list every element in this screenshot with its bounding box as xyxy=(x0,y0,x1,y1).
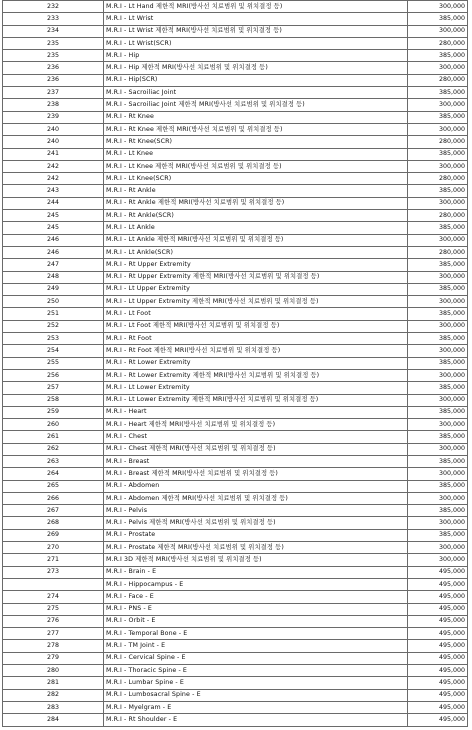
table-row xyxy=(3,480,468,492)
procedure-name-cell: M.R.I - Abdomen 제한적 MRI(방사선 치료범위 및 위치결정 등) xyxy=(104,492,408,504)
row-number-cell: 275 xyxy=(3,603,104,615)
procedure-name-cell: M.R.I - Heart xyxy=(104,406,408,418)
table-row xyxy=(3,468,468,480)
row-number-cell: 267 xyxy=(3,505,104,517)
procedure-name-cell: M.R.I - Lt Upper Extremity 제한적 MRI(방사선 치료범위 및 위치결정 등) xyxy=(104,296,408,308)
price-cell: 385,000 xyxy=(408,50,468,62)
procedure-name-cell: M.R.I - Hip 제한적 MRI(방사선 치료범위 및 위치결정 등) xyxy=(104,62,408,74)
procedure-name-cell: M.R.I - Rt Ankle 제한적 MRI(방사선 치료범위 및 위치결정 등) xyxy=(104,197,408,209)
price-cell: 385,000 xyxy=(408,505,468,517)
price-cell: 385,000 xyxy=(408,13,468,25)
price-cell: 300,000 xyxy=(408,542,468,554)
price-cell: 300,000 xyxy=(408,492,468,504)
row-number-cell: 281 xyxy=(3,677,104,689)
procedure-name-cell: M.R.I - Lt Knee xyxy=(104,148,408,160)
row-number-cell: 269 xyxy=(3,529,104,541)
table-row xyxy=(3,406,468,418)
price-cell: 385,000 xyxy=(408,148,468,160)
table-row xyxy=(3,455,468,467)
table-row xyxy=(3,369,468,381)
price-cell: 385,000 xyxy=(408,283,468,295)
procedure-name-cell: M.R.I - Lt Hand 제한적 MRI(방사선 치료범위 및 위치결정 등) xyxy=(104,1,408,13)
price-cell: 495,000 xyxy=(408,701,468,713)
table-row xyxy=(3,443,468,455)
price-cell: 300,000 xyxy=(408,394,468,406)
table-row xyxy=(3,677,468,689)
price-cell: 385,000 xyxy=(408,357,468,369)
table-row xyxy=(3,210,468,222)
price-cell: 385,000 xyxy=(408,87,468,99)
procedure-name-cell: M.R.I - Hippocampus - E xyxy=(104,578,408,590)
row-number-cell: 276 xyxy=(3,615,104,627)
row-number-cell: 273 xyxy=(3,566,104,578)
table-row xyxy=(3,111,468,123)
price-cell: 300,000 xyxy=(408,369,468,381)
price-cell: 280,000 xyxy=(408,37,468,49)
row-number-cell: 257 xyxy=(3,382,104,394)
table-row xyxy=(3,333,468,345)
row-number-cell: 248 xyxy=(3,271,104,283)
row-number-cell: 241 xyxy=(3,148,104,160)
row-number-cell: 271 xyxy=(3,554,104,566)
procedure-name-cell: M.R.I 3D 제한적 MRI(방사선 치료범위 및 위치결정 등) xyxy=(104,554,408,566)
procedure-name-cell: M.R.I - Rt Knee 제한적 MRI(방사선 치료범위 및 위치결정 등) xyxy=(104,123,408,135)
price-cell: 300,000 xyxy=(408,234,468,246)
price-cell: 495,000 xyxy=(408,714,468,726)
table-row xyxy=(3,714,468,726)
price-cell: 385,000 xyxy=(408,431,468,443)
table-row xyxy=(3,74,468,86)
procedure-name-cell: M.R.I - Lt Upper Extremity xyxy=(104,283,408,295)
procedure-name-cell: M.R.I - Rt Shoulder - E xyxy=(104,714,408,726)
row-number-cell: 282 xyxy=(3,689,104,701)
table-row xyxy=(3,640,468,652)
row-number-cell: 235 xyxy=(3,37,104,49)
table-row xyxy=(3,197,468,209)
price-cell: 495,000 xyxy=(408,615,468,627)
procedure-name-cell: M.R.I - Hip(SCR) xyxy=(104,74,408,86)
procedure-name-cell: M.R.I - Heart 제한적 MRI(방사선 치료범위 및 위치결정 등) xyxy=(104,419,408,431)
table-row xyxy=(3,1,468,13)
procedure-name-cell: M.R.I - Thoracic Spine - E xyxy=(104,665,408,677)
procedure-name-cell: M.R.I - Rt Knee(SCR) xyxy=(104,136,408,148)
table-row xyxy=(3,173,468,185)
procedure-name-cell: M.R.I - Hip xyxy=(104,50,408,62)
price-cell: 280,000 xyxy=(408,210,468,222)
procedure-name-cell: M.R.I - PNS - E xyxy=(104,603,408,615)
row-number-cell: 266 xyxy=(3,492,104,504)
row-number-cell: 277 xyxy=(3,628,104,640)
row-number-cell: 265 xyxy=(3,480,104,492)
row-number-cell: 254 xyxy=(3,345,104,357)
row-number-cell: 270 xyxy=(3,542,104,554)
table-row xyxy=(3,554,468,566)
procedure-name-cell: M.R.I - Breast xyxy=(104,455,408,467)
procedure-name-cell: M.R.I - Sacroiliac Joint 제한적 MRI(방사선 치료범위 및 위치결정 등) xyxy=(104,99,408,111)
price-cell: 495,000 xyxy=(408,603,468,615)
procedure-name-cell: M.R.I - Rt Lower Extremity 제한적 MRI(방사선 치료범위 및 위치결정 등) xyxy=(104,369,408,381)
row-number-cell xyxy=(3,578,104,590)
row-number-cell: 237 xyxy=(3,87,104,99)
row-number-cell: 233 xyxy=(3,13,104,25)
price-cell: 385,000 xyxy=(408,111,468,123)
row-number-cell: 279 xyxy=(3,652,104,664)
procedure-name-cell: M.R.I - Chest xyxy=(104,431,408,443)
table-row xyxy=(3,345,468,357)
procedure-name-cell: M.R.I - Rt Upper Extremity xyxy=(104,259,408,271)
procedure-name-cell: M.R.I - Temporal Bone - E xyxy=(104,628,408,640)
price-cell: 385,000 xyxy=(408,185,468,197)
procedure-name-cell: M.R.I - Lt Wrist(SCR) xyxy=(104,37,408,49)
table-row xyxy=(3,234,468,246)
table-row xyxy=(3,148,468,160)
row-number-cell: 268 xyxy=(3,517,104,529)
price-cell: 385,000 xyxy=(408,259,468,271)
procedure-name-cell: M.R.I - Lt Lower Extremity xyxy=(104,382,408,394)
row-number-cell: 262 xyxy=(3,443,104,455)
table-row xyxy=(3,37,468,49)
table-row xyxy=(3,136,468,148)
procedure-name-cell: M.R.I - Lt Knee(SCR) xyxy=(104,173,408,185)
procedure-name-cell: M.R.I - Pelvis xyxy=(104,505,408,517)
procedure-name-cell: M.R.I - Lt Foot xyxy=(104,308,408,320)
table-row xyxy=(3,160,468,172)
row-number-cell: 284 xyxy=(3,714,104,726)
procedure-name-cell: M.R.I - Myelgram - E xyxy=(104,701,408,713)
row-number-cell: 232 xyxy=(3,1,104,13)
price-cell: 300,000 xyxy=(408,468,468,480)
price-cell: 495,000 xyxy=(408,628,468,640)
price-table-body xyxy=(3,1,468,727)
procedure-name-cell: M.R.I - Lt Ankle xyxy=(104,222,408,234)
row-number-cell: 245 xyxy=(3,222,104,234)
row-number-cell: 242 xyxy=(3,160,104,172)
table-row xyxy=(3,50,468,62)
table-row xyxy=(3,628,468,640)
price-cell: 495,000 xyxy=(408,591,468,603)
row-number-cell: 240 xyxy=(3,123,104,135)
row-number-cell: 239 xyxy=(3,111,104,123)
row-number-cell: 240 xyxy=(3,136,104,148)
row-number-cell: 261 xyxy=(3,431,104,443)
price-cell: 300,000 xyxy=(408,554,468,566)
procedure-name-cell: M.R.I - Abdomen xyxy=(104,480,408,492)
row-number-cell: 264 xyxy=(3,468,104,480)
procedure-name-cell: M.R.I - Face - E xyxy=(104,591,408,603)
table-row xyxy=(3,566,468,578)
table-row xyxy=(3,419,468,431)
procedure-name-cell: M.R.I - Rt Ankle xyxy=(104,185,408,197)
procedure-name-cell: M.R.I - Breast 제한적 MRI(방사선 치료범위 및 위치결정 등) xyxy=(104,468,408,480)
row-number-cell: 243 xyxy=(3,185,104,197)
table-row xyxy=(3,99,468,111)
table-row xyxy=(3,492,468,504)
price-cell: 300,000 xyxy=(408,320,468,332)
price-cell: 280,000 xyxy=(408,136,468,148)
table-row xyxy=(3,701,468,713)
row-number-cell: 252 xyxy=(3,320,104,332)
price-cell: 300,000 xyxy=(408,160,468,172)
price-cell: 495,000 xyxy=(408,566,468,578)
row-number-cell: 283 xyxy=(3,701,104,713)
price-cell: 385,000 xyxy=(408,406,468,418)
price-cell: 300,000 xyxy=(408,296,468,308)
price-cell: 385,000 xyxy=(408,222,468,234)
price-cell: 300,000 xyxy=(408,271,468,283)
price-cell: 495,000 xyxy=(408,665,468,677)
row-number-cell: 242 xyxy=(3,173,104,185)
row-number-cell: 274 xyxy=(3,591,104,603)
row-number-cell: 236 xyxy=(3,62,104,74)
table-row xyxy=(3,62,468,74)
row-number-cell: 251 xyxy=(3,308,104,320)
table-row xyxy=(3,296,468,308)
price-cell: 495,000 xyxy=(408,689,468,701)
table-row xyxy=(3,87,468,99)
row-number-cell: 238 xyxy=(3,99,104,111)
price-cell: 385,000 xyxy=(408,382,468,394)
table-row xyxy=(3,652,468,664)
row-number-cell: 246 xyxy=(3,246,104,258)
procedure-name-cell: M.R.I - Prostate xyxy=(104,529,408,541)
price-cell: 385,000 xyxy=(408,480,468,492)
procedure-name-cell: M.R.I - Rt Foot 제한적 MRI(방사선 치료범위 및 위치결정 등) xyxy=(104,345,408,357)
procedure-name-cell: M.R.I - Lumbar Spine - E xyxy=(104,677,408,689)
table-row xyxy=(3,271,468,283)
table-row xyxy=(3,517,468,529)
price-cell: 385,000 xyxy=(408,308,468,320)
procedure-name-cell: M.R.I - Brain - E xyxy=(104,566,408,578)
table-row xyxy=(3,222,468,234)
price-cell: 300,000 xyxy=(408,197,468,209)
price-cell: 495,000 xyxy=(408,640,468,652)
price-cell: 300,000 xyxy=(408,443,468,455)
row-number-cell: 235 xyxy=(3,50,104,62)
table-row xyxy=(3,308,468,320)
price-cell: 300,000 xyxy=(408,419,468,431)
table-row xyxy=(3,357,468,369)
row-number-cell: 246 xyxy=(3,234,104,246)
procedure-name-cell: M.R.I - Orbit - E xyxy=(104,615,408,627)
price-cell: 280,000 xyxy=(408,173,468,185)
procedure-name-cell: M.R.I - Lt Ankle 제한적 MRI(방사선 치료범위 및 위치결정 등) xyxy=(104,234,408,246)
table-row xyxy=(3,529,468,541)
row-number-cell: 253 xyxy=(3,333,104,345)
price-cell: 280,000 xyxy=(408,246,468,258)
row-number-cell: 263 xyxy=(3,455,104,467)
procedure-name-cell: M.R.I - Lt Ankle(SCR) xyxy=(104,246,408,258)
table-row xyxy=(3,603,468,615)
procedure-name-cell: M.R.I - Cervical Spine - E xyxy=(104,652,408,664)
price-cell: 300,000 xyxy=(408,345,468,357)
procedure-name-cell: M.R.I - Rt Upper Extremity 제한적 MRI(방사선 치료범위 및 위치결정 등) xyxy=(104,271,408,283)
table-row xyxy=(3,13,468,25)
table-row xyxy=(3,591,468,603)
row-number-cell: 247 xyxy=(3,259,104,271)
row-number-cell: 259 xyxy=(3,406,104,418)
price-cell: 300,000 xyxy=(408,123,468,135)
row-number-cell: 278 xyxy=(3,640,104,652)
procedure-name-cell: M.R.I - Lt Lower Extremity 제한적 MRI(방사선 치료범위 및 위치결정 등) xyxy=(104,394,408,406)
table-row xyxy=(3,25,468,37)
table-row xyxy=(3,542,468,554)
row-number-cell: 280 xyxy=(3,665,104,677)
row-number-cell: 249 xyxy=(3,283,104,295)
table-row xyxy=(3,185,468,197)
price-cell: 300,000 xyxy=(408,62,468,74)
procedure-name-cell: M.R.I - Rt Lower Extremity xyxy=(104,357,408,369)
price-cell: 495,000 xyxy=(408,578,468,590)
mri-price-table xyxy=(2,0,468,727)
table-row xyxy=(3,689,468,701)
row-number-cell: 245 xyxy=(3,210,104,222)
procedure-name-cell: M.R.I - Lumbosacral Spine - E xyxy=(104,689,408,701)
price-cell: 300,000 xyxy=(408,1,468,13)
procedure-name-cell: M.R.I - Rt Knee xyxy=(104,111,408,123)
table-row xyxy=(3,382,468,394)
row-number-cell: 244 xyxy=(3,197,104,209)
price-cell: 300,000 xyxy=(408,99,468,111)
procedure-name-cell: M.R.I - Pelvis 제한적 MRI(방사선 치료범위 및 위치결정 등) xyxy=(104,517,408,529)
row-number-cell: 234 xyxy=(3,25,104,37)
procedure-name-cell: M.R.I - Lt Foot 제한적 MRI(방사선 치료범위 및 위치결정 등) xyxy=(104,320,408,332)
price-cell: 385,000 xyxy=(408,333,468,345)
price-cell: 495,000 xyxy=(408,652,468,664)
table-row xyxy=(3,431,468,443)
procedure-name-cell: M.R.I - Prostate 제한적 MRI(방사선 치료범위 및 위치결정 등) xyxy=(104,542,408,554)
procedure-name-cell: M.R.I - Lt Wrist 제한적 MRI(방사선 치료범위 및 위치결정 등) xyxy=(104,25,408,37)
price-cell: 280,000 xyxy=(408,74,468,86)
table-row xyxy=(3,665,468,677)
table-row xyxy=(3,283,468,295)
table-row xyxy=(3,394,468,406)
procedure-name-cell: M.R.I - TM Joint - E xyxy=(104,640,408,652)
row-number-cell: 258 xyxy=(3,394,104,406)
table-row xyxy=(3,578,468,590)
procedure-name-cell: M.R.I - Sacroiliac Joint xyxy=(104,87,408,99)
price-cell: 385,000 xyxy=(408,529,468,541)
table-row xyxy=(3,259,468,271)
row-number-cell: 250 xyxy=(3,296,104,308)
row-number-cell: 255 xyxy=(3,357,104,369)
procedure-name-cell: M.R.I - Lt Knee 제한적 MRI(방사선 치료범위 및 위치결정 등) xyxy=(104,160,408,172)
price-cell: 385,000 xyxy=(408,455,468,467)
price-cell: 300,000 xyxy=(408,517,468,529)
procedure-name-cell: M.R.I - Rt Ankle(SCR) xyxy=(104,210,408,222)
procedure-name-cell: M.R.I - Chest 제한적 MRI(방사선 치료범위 및 위치결정 등) xyxy=(104,443,408,455)
row-number-cell: 256 xyxy=(3,369,104,381)
price-cell: 300,000 xyxy=(408,25,468,37)
table-row xyxy=(3,246,468,258)
table-row xyxy=(3,123,468,135)
procedure-name-cell: M.R.I - Lt Wrist xyxy=(104,13,408,25)
procedure-name-cell: M.R.I - Rt Foot xyxy=(104,333,408,345)
table-row xyxy=(3,320,468,332)
table-row xyxy=(3,615,468,627)
row-number-cell: 236 xyxy=(3,74,104,86)
table-row xyxy=(3,505,468,517)
price-cell: 495,000 xyxy=(408,677,468,689)
row-number-cell: 260 xyxy=(3,419,104,431)
